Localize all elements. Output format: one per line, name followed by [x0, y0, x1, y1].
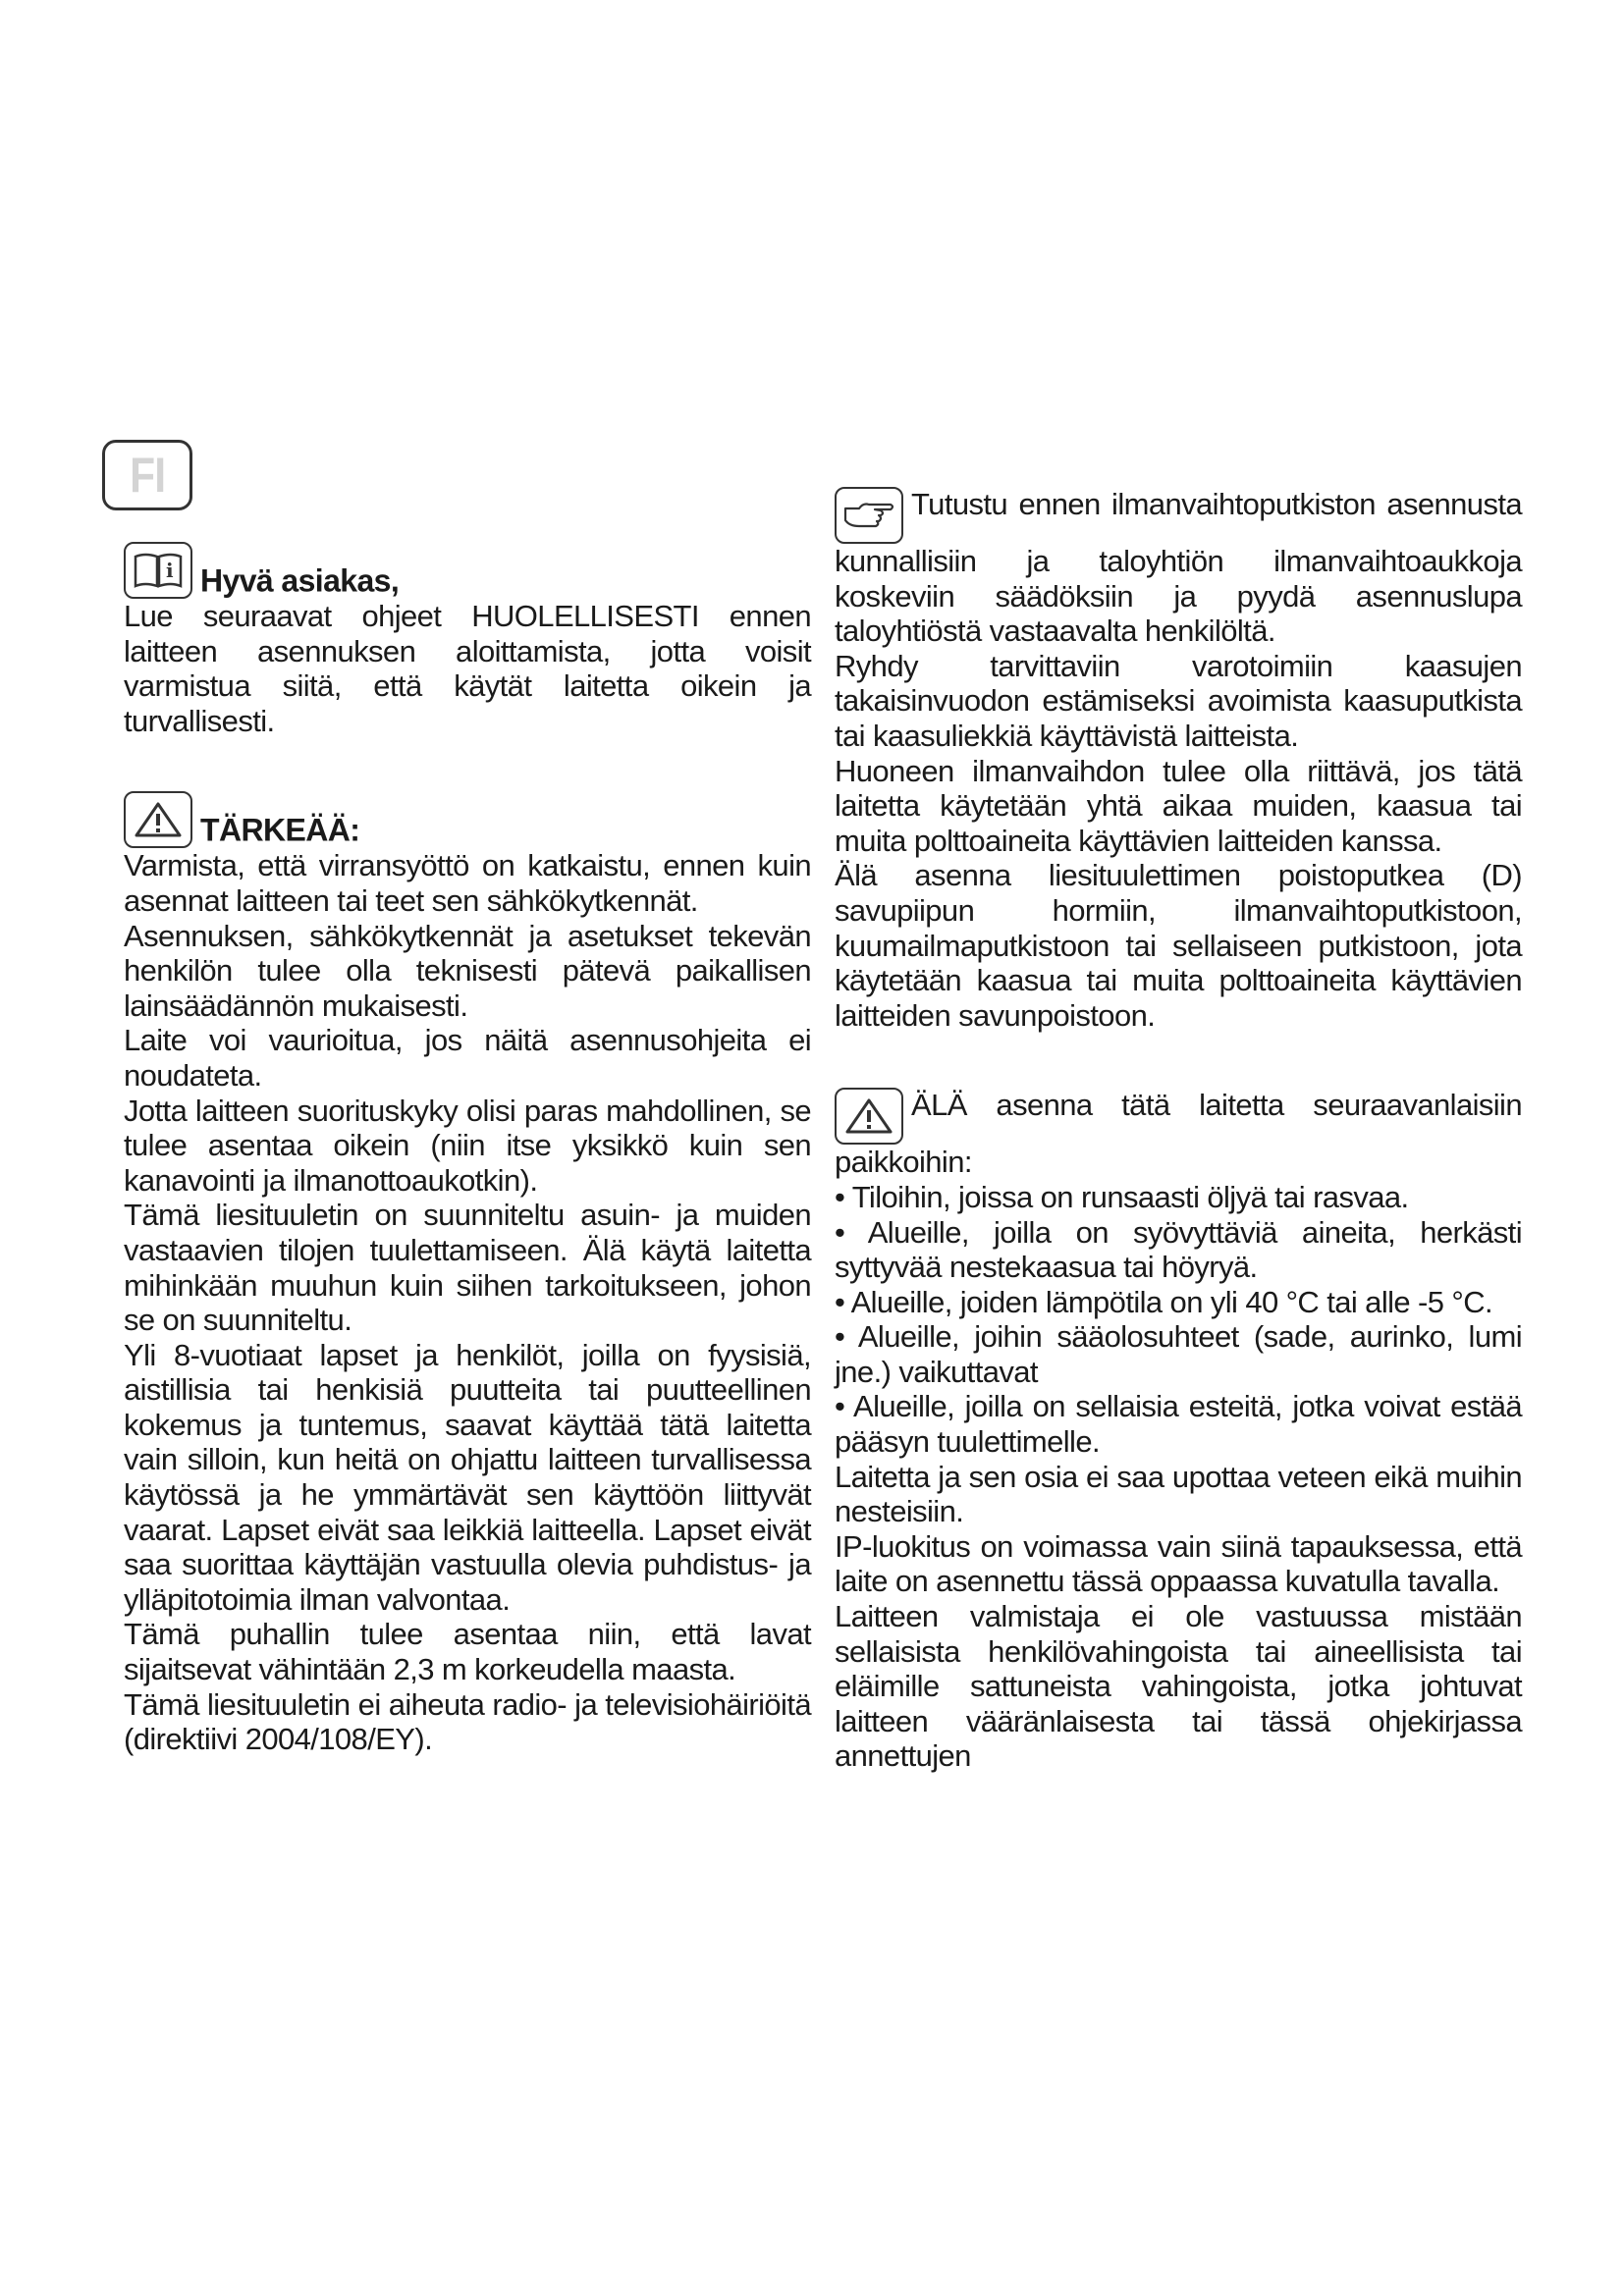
warning-triangle-icon — [835, 1088, 903, 1145]
list-item: • Tiloihin, joissa on runsaasti öljyä tai rasvaa. — [835, 1180, 1522, 1215]
right-column — [835, 487, 1522, 1825]
important-paragraph: Tämä liesituuletin ei aiheuta radio- ja televisiohäiriöitä (direktiivi 2004/108/EY). — [124, 1686, 811, 1757]
note-paragraph: Älä asenna liesituulettimen poistoputkea (D) savupiipun hormiin, ilmanvaihtoputkistoon, kuumailmaputkistoon tai sellaiseen putkistoon, jota käytetään kaasua tai muita polttoaineita käyttävien laitteiden savunpoistoon. — [835, 858, 1522, 1033]
greeting-title: Hyvä asiakas, — [200, 562, 400, 599]
note-paragraph: Tutustu ennen ilmanvaihtoputkiston asennusta kunnallisiin ja taloyhtiön ilmanvaihtoaukkoja koskeviin säädöksiin ja pyydä asennuslupa taloyhtiöstä vastaavalta henkilöltä. — [835, 487, 1522, 649]
warning-triangle-icon — [124, 791, 192, 848]
important-paragraph: Varmista, että virransyöttö on katkaistu, ennen kuin asennat laitteen tai teet sen sähkökytkennät. — [124, 848, 811, 918]
svg-text:i: i — [166, 559, 173, 582]
note-paragraph: Ryhdy tarvittaviin varotoimiin kaasujen takaisinvuodon estämiseksi avoimista kaasuputkista tai kaasuliekkiä käyttävistä laitteista. — [835, 648, 1522, 753]
note-paragraph: Huoneen ilmanvaihdon tulee olla riittävä, jos tätä laitetta käytetään yhtä aikaa muiden, kaasua tai muita polttoaineita käyttävien laitteiden kanssa. — [835, 753, 1522, 858]
important-paragraph: Asennuksen, sähkökytkennät ja asetukset tekevän henkilön tulee olla teknisesti pätevä paikallisen lainsäädännön mukaisesti. — [124, 918, 811, 1023]
pointing-hand-icon — [835, 487, 903, 544]
do-not-paragraph: Laitteen valmistaja ei ole vastuussa mistään sellaisista henkilövahingoista tai aineellisista tai eläimille sattuneista vahingoista, jotka johtuvat laitteen vääränlaisesta tai tässä ohjekirjassa annettujen — [835, 1599, 1522, 1774]
list-item: • Alueille, joilla on syövyttäviä aineita, herkästi syttyvää nestekaasua tai höyryä. — [835, 1215, 1522, 1285]
list-item: • Alueille, joihin sääolosuhteet (sade, aurinko, lumi jne.) vaikuttavat — [835, 1319, 1522, 1389]
greeting-text: Lue seuraavat ohjeet HUOLELLISESTI ennen laitteen asennuksen aloittamista, jotta voisit varmistua siitä, että käytät laitetta oikein ja turvallisesti. — [124, 599, 811, 738]
important-section — [124, 791, 811, 1756]
do-not-intro: ÄLÄ asenna tätä laitetta seuraavanlaisiin paikkoihin: — [835, 1088, 1522, 1180]
do-not-paragraph: Laitetta ja sen osia ei saa upottaa veteen eikä muihin nesteisiin. — [835, 1459, 1522, 1529]
important-paragraph: Yli 8-vuotiaat lapset ja henkilöt, joilla on fyysisiä, aistillisia tai henkisiä puutteita tai puutteellinen kokemus ja tuntemus, saavat käyttää tätä laitetta vain silloin, kun heitä on ohjattu laitteen turvallisessa käytössä ja he ymmärtävät sen käyttöön liittyvät vaarat. Lapset eivät saa leikkiä laitteella. Lapset eivät saa suorittaa käyttäjän vastuulla olevia puhdistus- ja ylläpitotoimia ilman valvontaa. — [124, 1337, 811, 1617]
greeting-section — [124, 542, 811, 738]
do-not-section — [835, 1088, 1522, 1774]
language-badge — [102, 440, 192, 510]
note-section — [835, 487, 1522, 1033]
left-column — [124, 542, 811, 1808]
important-paragraph: Jotta laitteen suorituskyky olisi paras mahdollinen, se tulee asentaa oikein (niin itse yksikkö kuin sen kanavointi ja ilmanottoaukotkin). — [124, 1093, 811, 1198]
do-not-paragraph: IP-luokitus on voimassa vain siinä tapauksessa, että laite on asennettu tässä oppaassa kuvatulla tavalla. — [835, 1528, 1522, 1599]
list-item: • Alueille, joilla on sellaisia esteitä, jotka voivat estää pääsyn tuulettimelle. — [835, 1389, 1522, 1459]
important-paragraph: Tämä liesituuletin on suunniteltu asuin- ja muiden vastaavien tilojen tuulettamiseen. Älä käytä laitetta mihinkään muuhun kuin siihen tarkoitukseen, johon se on suunniteltu. — [124, 1198, 811, 1338]
important-title: TÄRKEÄÄ: — [200, 812, 360, 848]
info-book-icon — [124, 542, 192, 599]
language-code: FI — [129, 448, 166, 503]
list-item: • Alueille, joiden lämpötila on yli 40 °C tai alle -5 °C. — [835, 1285, 1522, 1320]
important-paragraph: Tämä puhallin tulee asentaa niin, että lavat sijaitsevat vähintään 2,3 m korkeudella maasta. — [124, 1617, 811, 1687]
important-paragraph: Laite voi vaurioitua, jos näitä asennusohjeita ei noudateta. — [124, 1023, 811, 1093]
